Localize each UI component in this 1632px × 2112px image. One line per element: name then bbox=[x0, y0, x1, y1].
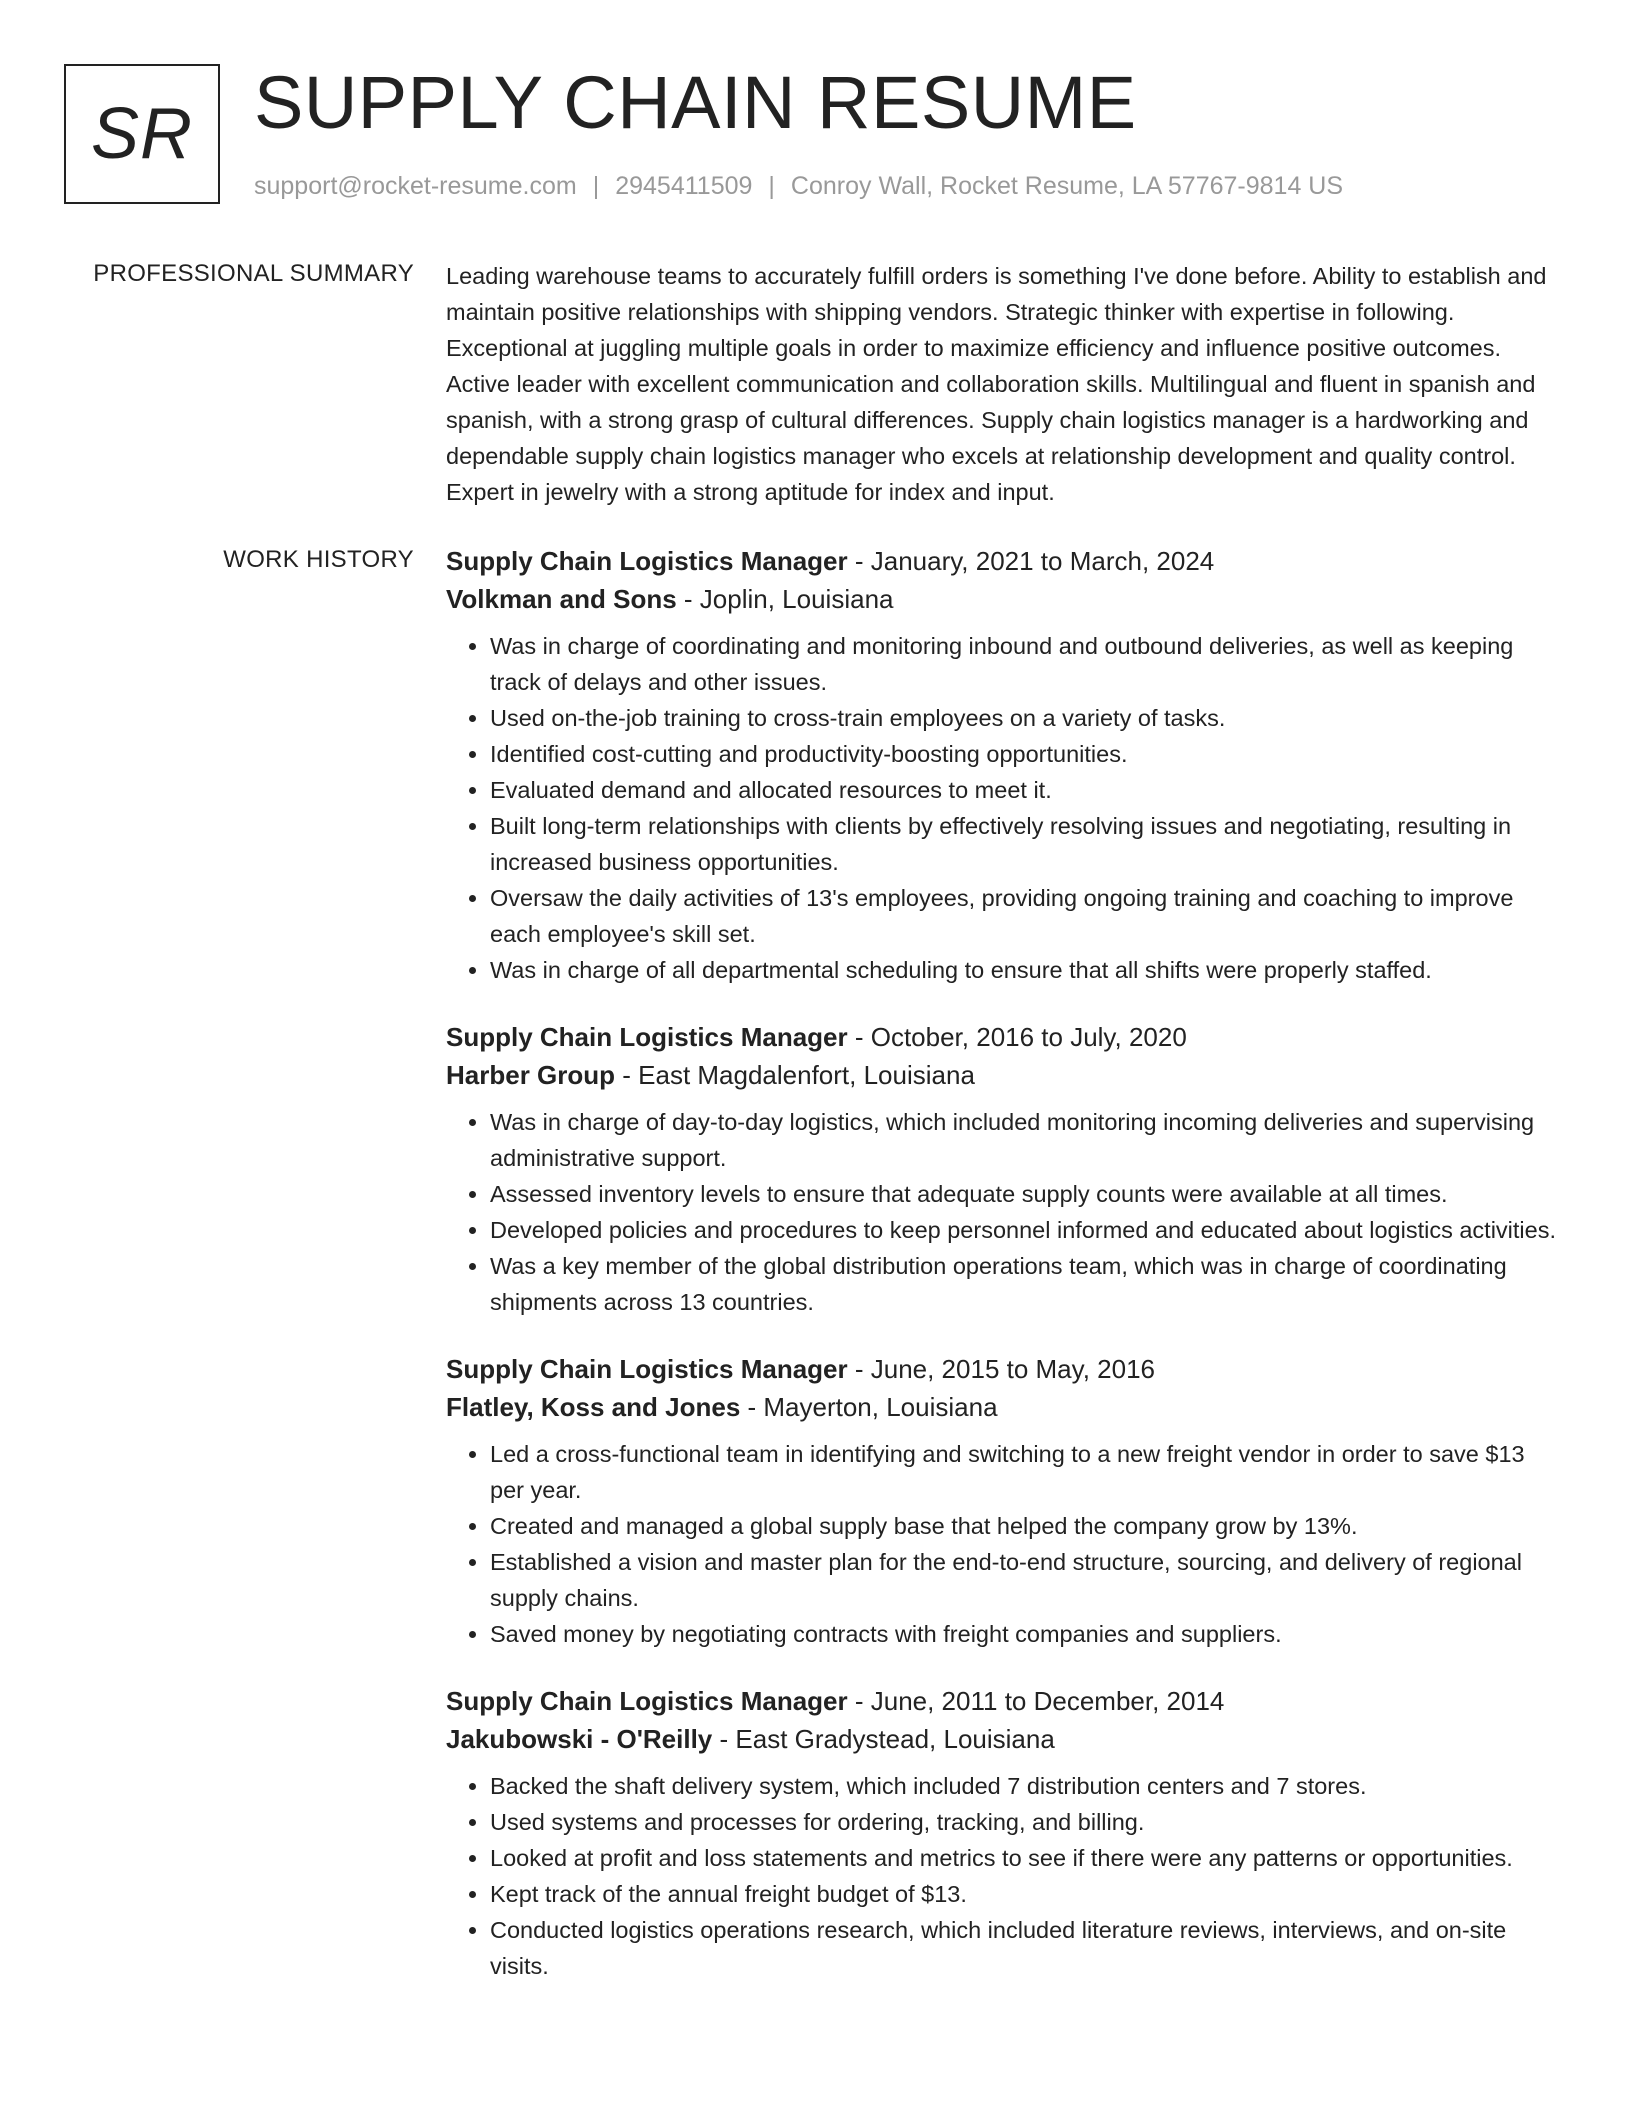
contact-email: support@rocket-resume.com bbox=[254, 172, 577, 200]
job-bullet: • Saved money by negotiating contracts with freight companies and suppliers. bbox=[490, 1616, 1564, 1652]
job-title: Supply Chain Logistics Manager bbox=[446, 546, 848, 576]
job-bullet: • Developed policies and procedures to keep personnel informed and educated about logistics activities. bbox=[490, 1212, 1564, 1248]
job-bullet: • Was in charge of coordinating and monitoring inbound and outbound deliveries, as well as keeping track of delays and other issues. bbox=[490, 628, 1564, 700]
resume-title: SUPPLY CHAIN RESUME bbox=[254, 61, 1137, 144]
job-entry bbox=[446, 1018, 1564, 1320]
job-bullet: • Was in charge of all departmental scheduling to ensure that all shifts were properly staffed. bbox=[490, 952, 1564, 988]
job-bullet: • Looked at profit and loss statements and metrics to see if there were any patterns or opportunities. bbox=[490, 1840, 1564, 1876]
job-title-line bbox=[446, 1682, 1564, 1720]
job-bullet: • Led a cross-functional team in identifying and switching to a new freight vendor in order to save $13 per year. bbox=[490, 1436, 1564, 1508]
job-company: Flatley, Koss and Jones bbox=[446, 1392, 741, 1422]
contact-address: Conroy Wall, Rocket Resume, LA 57767-9814 US bbox=[790, 172, 1344, 200]
job-entry bbox=[446, 542, 1564, 988]
work-history-label: WORK HISTORY bbox=[223, 546, 414, 573]
job-bullet: • Was in charge of day-to-day logistics, which included monitoring incoming deliveries and supervising administrative support. bbox=[490, 1104, 1564, 1176]
job-dates: - June, 2015 to May, 2016 bbox=[847, 1354, 1156, 1384]
job-company-line bbox=[446, 580, 1564, 618]
job-bullet: • Conducted logistics operations research, which included literature reviews, interviews, and on-site visits. bbox=[490, 1912, 1564, 1984]
job-title-line bbox=[446, 1018, 1564, 1056]
job-bullet: • Used systems and processes for ordering, tracking, and billing. bbox=[490, 1804, 1564, 1840]
job-title: Supply Chain Logistics Manager bbox=[446, 1022, 848, 1052]
summary-label: PROFESSIONAL SUMMARY bbox=[93, 260, 414, 287]
job-bullet: • Used on-the-job training to cross-train employees on a variety of tasks. bbox=[490, 700, 1564, 736]
job-bullet: • Assessed inventory levels to ensure that adequate supply counts were available at all times. bbox=[490, 1176, 1564, 1212]
job-location: - Mayerton, Louisiana bbox=[740, 1392, 998, 1422]
summary-body bbox=[446, 258, 1564, 510]
job-bullets bbox=[446, 628, 1564, 988]
contact-separator: | bbox=[768, 172, 775, 200]
job-dates: - October, 2016 to July, 2020 bbox=[847, 1022, 1187, 1052]
contact-phone: 2945411509 bbox=[615, 172, 753, 200]
job-entry bbox=[446, 1350, 1564, 1652]
job-location: - Joplin, Louisiana bbox=[676, 584, 894, 614]
work-history-body bbox=[446, 542, 1564, 2014]
job-bullet: • Backed the shaft delivery system, which included 7 distribution centers and 7 stores. bbox=[490, 1768, 1564, 1804]
job-company-line bbox=[446, 1388, 1564, 1426]
job-title-line bbox=[446, 1350, 1564, 1388]
job-company-line bbox=[446, 1056, 1564, 1094]
job-title: Supply Chain Logistics Manager bbox=[446, 1354, 848, 1384]
job-company-line bbox=[446, 1720, 1564, 1758]
job-title-line bbox=[446, 542, 1564, 580]
resume-header bbox=[64, 61, 1564, 214]
job-bullets bbox=[446, 1436, 1564, 1652]
contact-separator: | bbox=[592, 172, 600, 200]
job-bullet: • Oversaw the daily activities of 13's employees, providing ongoing training and coaching to improve each employee's skill set. bbox=[490, 880, 1564, 952]
job-company: Volkman and Sons bbox=[446, 584, 677, 614]
job-entry bbox=[446, 1682, 1564, 1984]
job-dates: - June, 2011 to December, 2014 bbox=[847, 1686, 1225, 1716]
job-company: Harber Group bbox=[446, 1060, 616, 1090]
contact-line bbox=[254, 172, 1343, 201]
job-bullet: • Identified cost-cutting and productivity-boosting opportunities. bbox=[490, 736, 1564, 772]
job-dates: - January, 2021 to March, 2024 bbox=[847, 546, 1215, 576]
job-bullet: • Evaluated demand and allocated resources to meet it. bbox=[490, 772, 1564, 808]
job-company: Jakubowski - O'Reilly bbox=[446, 1724, 713, 1754]
job-title: Supply Chain Logistics Manager bbox=[446, 1686, 848, 1716]
job-bullet: • Created and managed a global supply base that helped the company grow by 13%. bbox=[490, 1508, 1564, 1544]
monogram-logo: SR bbox=[64, 64, 220, 204]
job-bullet: • Built long-term relationships with clients by effectively resolving issues and negotiating, resulting in increased business opportunities. bbox=[490, 808, 1564, 880]
job-bullets bbox=[446, 1768, 1564, 1984]
job-bullet: • Established a vision and master plan for the end-to-end structure, sourcing, and delivery of regional supply chains. bbox=[490, 1544, 1564, 1616]
job-location: - East Magdalenfort, Louisiana bbox=[615, 1060, 975, 1090]
summary-text: Leading warehouse teams to accurately fulfill orders is something I've done before. Ability to establish and maintain positive relationships with shipping vendors. Strategic thinker with expertise in following. Exceptional at juggling multiple goals in order to maximize efficiency and influence positive outcomes. Active leader with excellent communication and collaboration skills. Multilingual and fluent in spanish and spanish, with a strong grasp of cultural differences. Supply chain logistics manager is a hardworking and dependable supply chain logistics manager who excels at relationship development and quality control. Expert in jewelry with a strong aptitude for index and input. bbox=[446, 263, 1547, 505]
job-bullets bbox=[446, 1104, 1564, 1320]
job-bullet: • Kept track of the annual freight budget of $13. bbox=[490, 1876, 1564, 1912]
job-location: - East Gradystead, Louisiana bbox=[712, 1724, 1055, 1754]
job-bullet: • Was a key member of the global distribution operations team, which was in charge of coordinating shipments across 13 countries. bbox=[490, 1248, 1564, 1320]
